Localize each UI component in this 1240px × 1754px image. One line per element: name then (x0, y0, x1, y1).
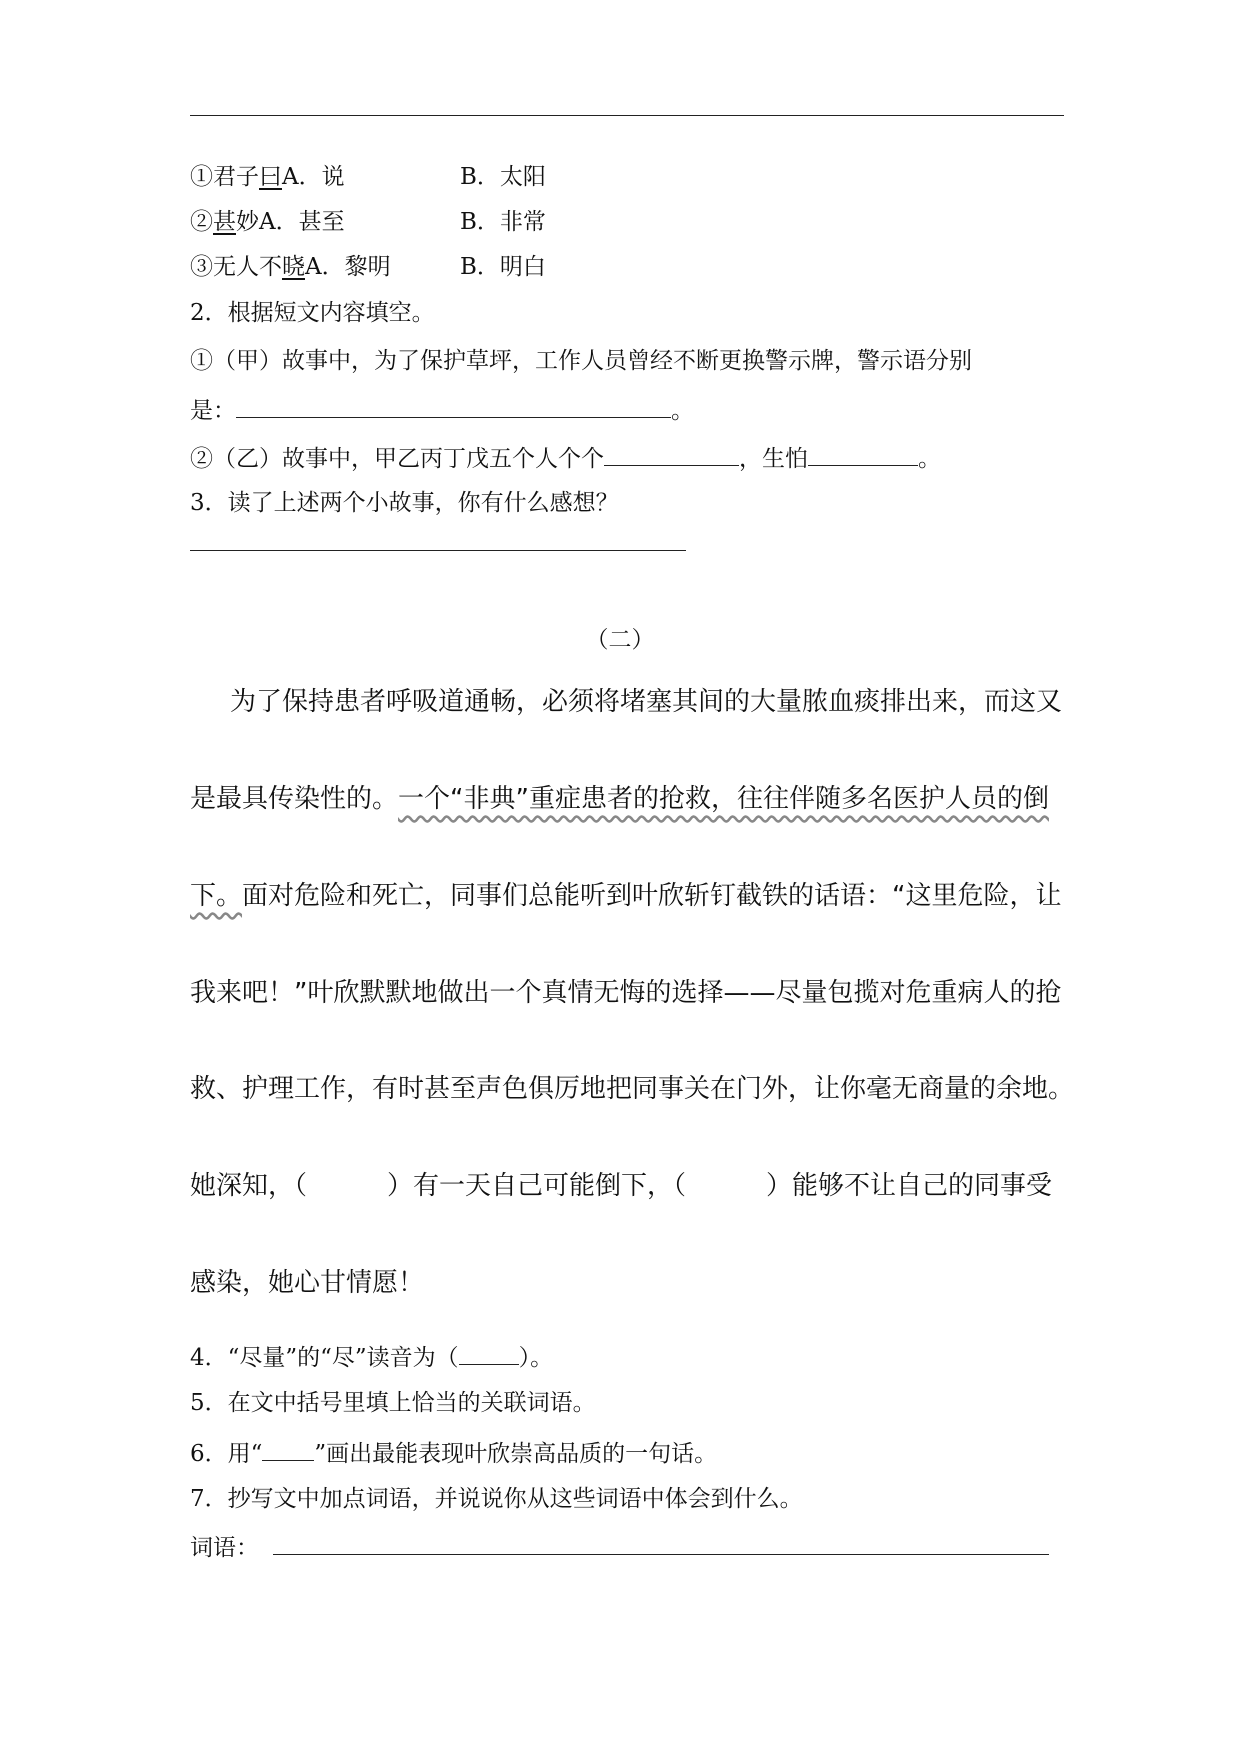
q5: 5．在文中括号里填上恰当的关联词语。 (190, 1390, 596, 1416)
item-suffix: 妙 (236, 209, 259, 235)
q1-item-2 (190, 207, 345, 237)
target-word: 晓 (282, 254, 305, 280)
option-b: B．太阳 (460, 164, 546, 190)
q7-answer-row (190, 1530, 1049, 1563)
underline-sample (262, 1436, 314, 1461)
q1-item-1 (190, 162, 345, 192)
passage-text: ）能够不让自己的同事受 (766, 1171, 1053, 1201)
option-b: B．非常 (460, 209, 546, 235)
item-prefix: 无人不 (213, 254, 282, 280)
passage-line-3 (190, 880, 1062, 912)
q3-title: 3．读了上述两个小故事，你有什么感想？ (190, 490, 619, 516)
q6-prefix: 6．用“ (190, 1441, 263, 1467)
answer-blank[interactable] (604, 441, 739, 466)
passage-line-1: 为了保持患者呼吸道通畅，必须将堵塞其间的大量脓血痰排出来，而这又 (230, 687, 1063, 717)
passage-line-5: 救、护理工作，有时甚至声色俱厉地把同事关在门外，让你毫无商量的余地。 (190, 1074, 1075, 1104)
answer-blank[interactable] (190, 526, 686, 551)
top-rule (190, 115, 1064, 116)
passage-text: 面对危险和死亡，同事们总能听到叶欣斩钉截铁的话语：“这里危险，让 (242, 881, 1062, 911)
passage-text: 她深知，（ (190, 1171, 308, 1201)
option-a: A．说 (282, 164, 345, 190)
item-prefix: 君子 (213, 164, 259, 190)
q4-prefix: 4．“尽量”的“尽”读音为（ (190, 1345, 459, 1371)
q2-line-3 (190, 441, 941, 474)
q2-line-3-prefix: ②（乙）故事中，甲乙丙丁戊五个人个个 (190, 446, 604, 472)
passage-line-4: 我来吧！”叶欣默默地做出一个真情无悔的选择——尽量包揽对危重病人的抢 (190, 978, 1062, 1008)
passage-text: 是最具传染性的。 (190, 784, 399, 814)
q1-item-3 (190, 252, 391, 282)
q2-title: 2．根据短文内容填空。 (190, 300, 435, 326)
passage-line-2 (190, 783, 1049, 815)
q2-line-2-suffix: 。 (671, 398, 694, 424)
q2-line-2 (190, 393, 694, 426)
wavy-underlined-sentence-end: 下。 (190, 881, 243, 911)
q7-label: 词语： (190, 1535, 259, 1561)
answer-blank[interactable] (273, 1530, 1049, 1555)
answer-blank[interactable] (808, 441, 918, 466)
q6 (190, 1436, 717, 1469)
section-title: （二） (585, 627, 655, 653)
q6-suffix: ”画出最能表现叶欣崇高品质的一句话。 (314, 1441, 718, 1467)
q4 (190, 1340, 553, 1373)
target-word: 曰 (259, 164, 282, 190)
option-a: A．甚至 (259, 209, 345, 235)
option-b: B．明白 (460, 254, 546, 280)
passage-text: ）有一天自己可能倒下，（ (387, 1171, 687, 1201)
target-word: 甚 (213, 209, 236, 235)
q7: 7．抄写文中加点词语，并说说你从这些词语中体会到什么。 (190, 1486, 803, 1512)
passage-line-6 (190, 1170, 1052, 1202)
item-number: ③ (190, 254, 213, 280)
q2-line-1: ①（甲）故事中，为了保护草坪，工作人员曾经不断更换警示牌，警示语分别 (190, 348, 972, 374)
passage-line-7: 感染，她心甘情愿！ (190, 1268, 425, 1298)
answer-blank[interactable] (236, 393, 671, 418)
option-a: A．黎明 (305, 254, 391, 280)
item-number: ② (190, 209, 213, 235)
answer-blank[interactable] (459, 1340, 519, 1365)
q3-answer-line[interactable] (190, 526, 686, 559)
q4-suffix: ）。 (518, 1345, 554, 1371)
item-number: ① (190, 164, 213, 190)
q2-line-3-suffix: 。 (918, 446, 941, 472)
q2-line-2-prefix: 是： (190, 398, 236, 424)
q2-line-3-middle: ，生怕 (739, 446, 808, 472)
wavy-underlined-sentence: 一个“非典”重症患者的抢救，往往伴随多名医护人员的倒 (398, 784, 1049, 814)
